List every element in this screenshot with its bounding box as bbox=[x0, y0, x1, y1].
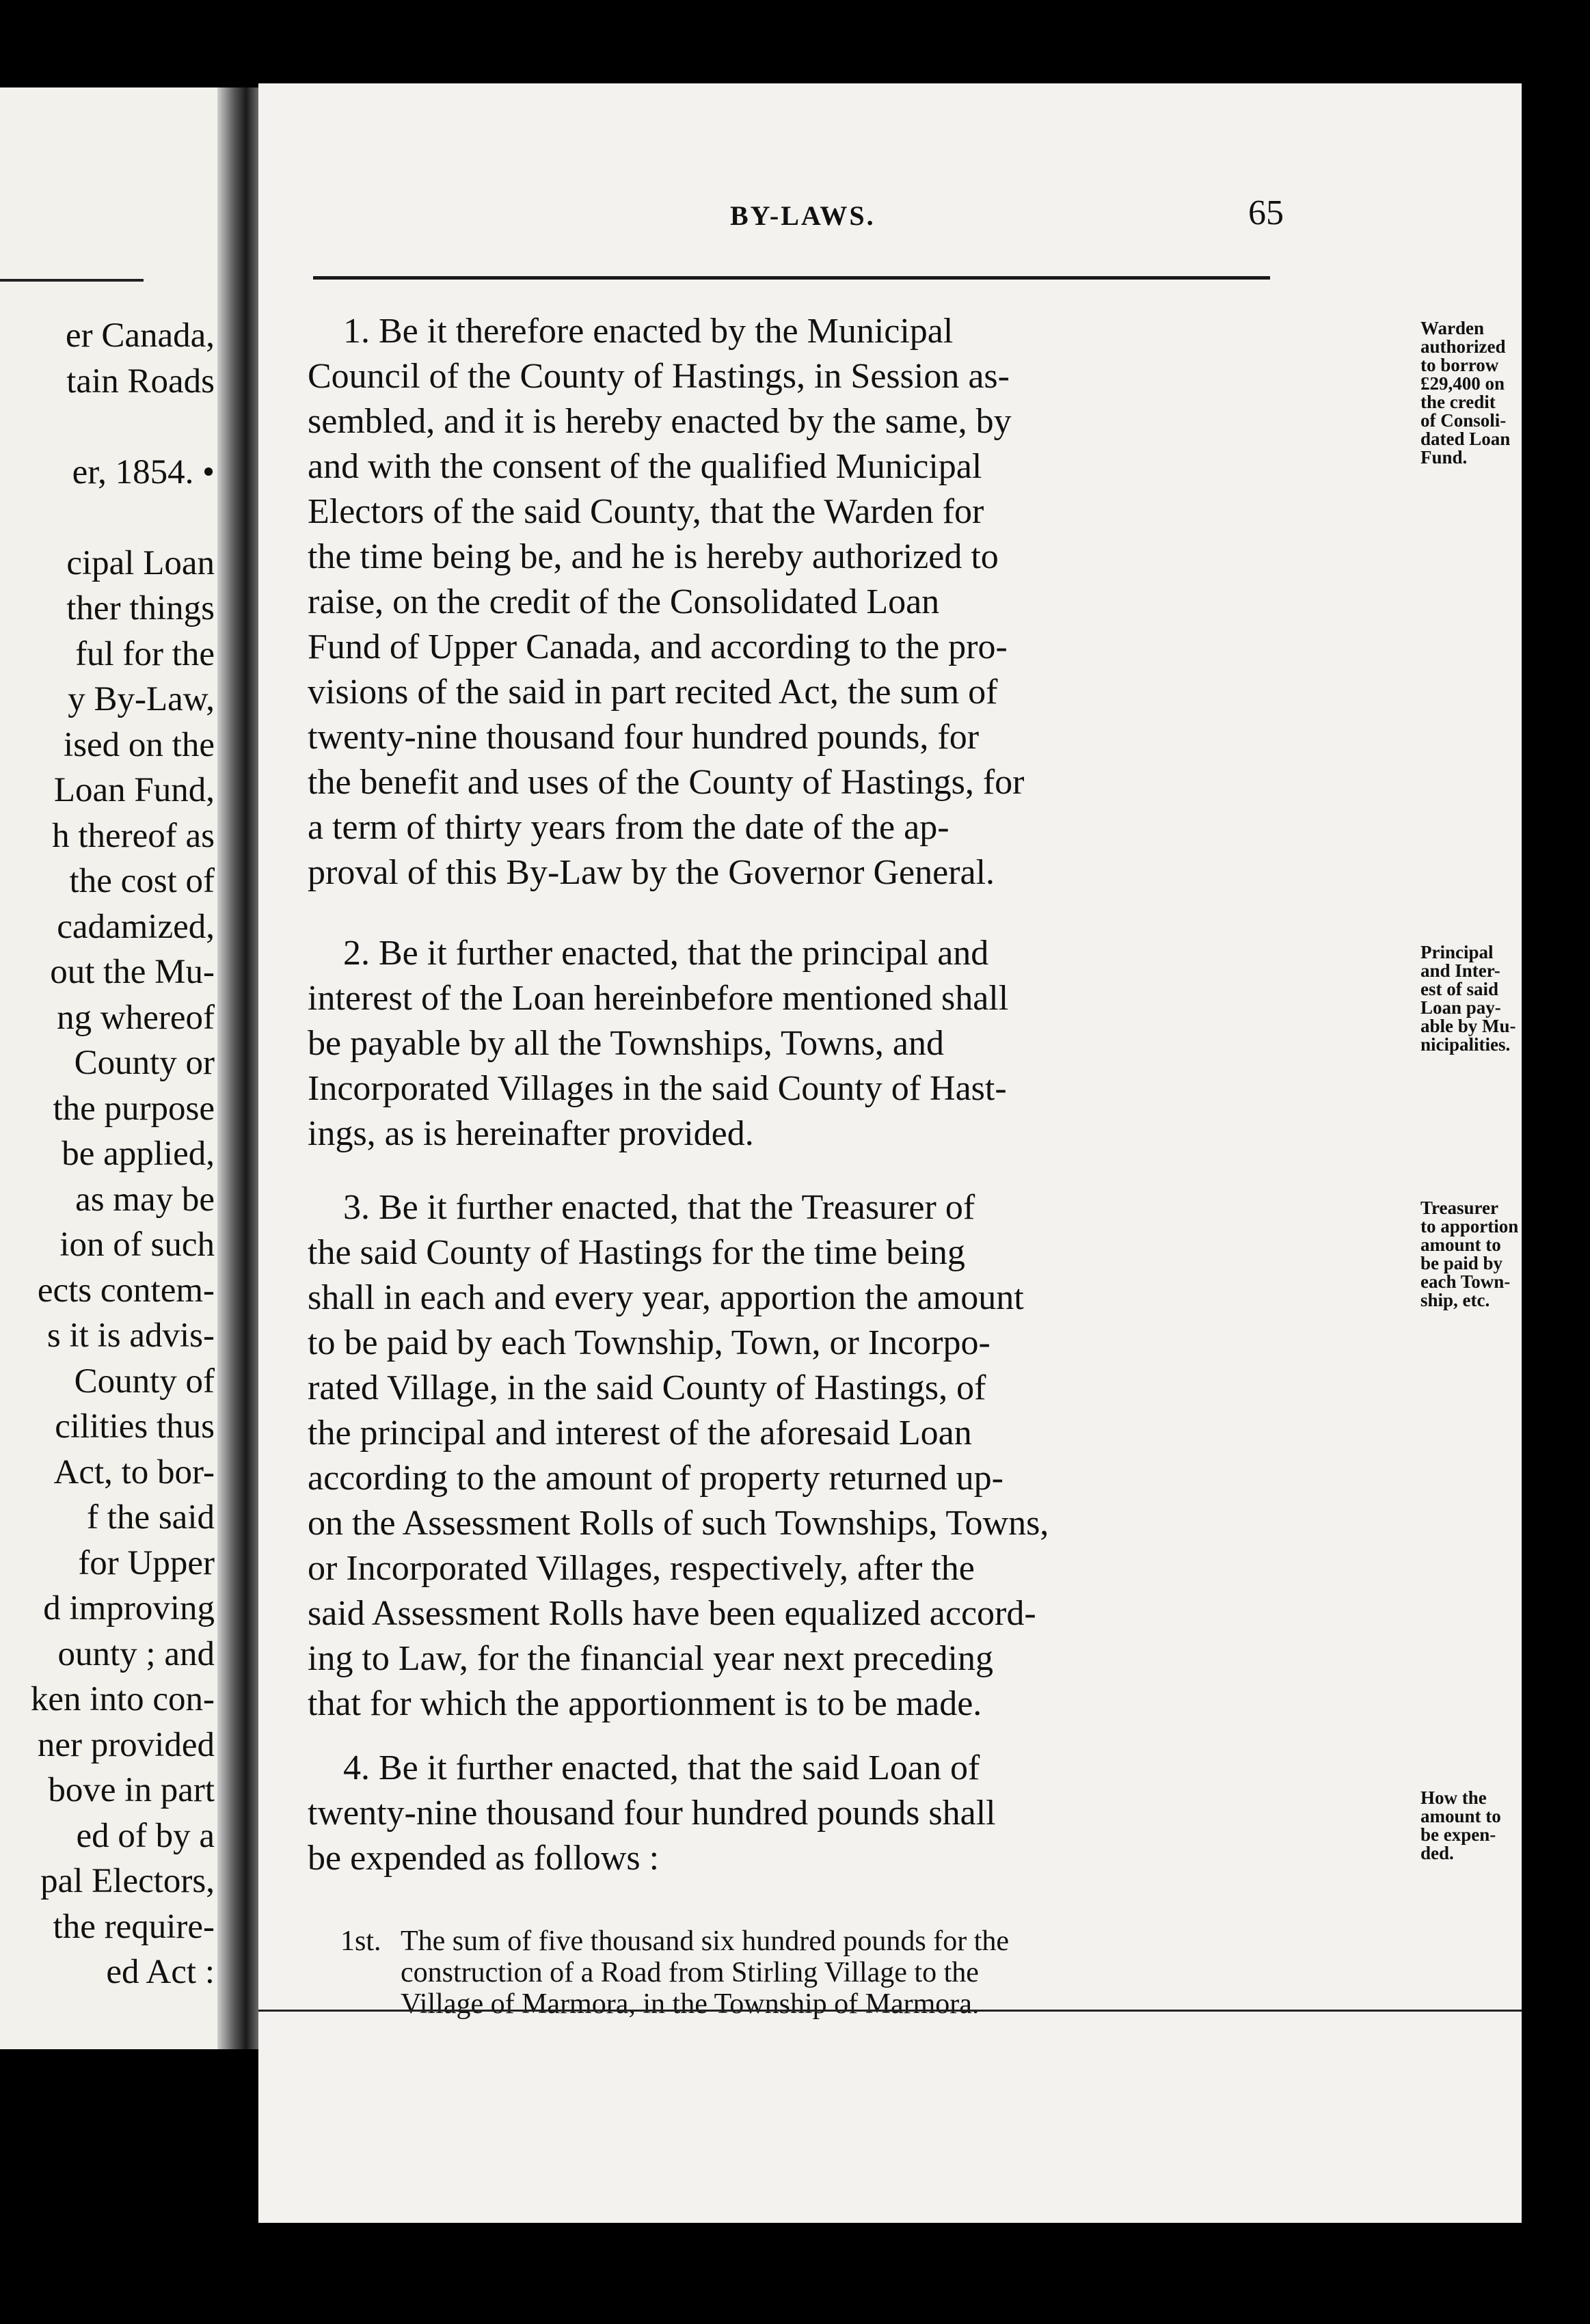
bottom-rule bbox=[258, 2010, 1522, 2012]
left-page-line: the purpose bbox=[53, 1089, 215, 1128]
text-line bbox=[308, 976, 1415, 1021]
text-line-content: on the Assessment Rolls of such Townships, Towns, bbox=[308, 1504, 1049, 1543]
margin-note-2 bbox=[1420, 943, 1522, 1054]
left-page-line: y By-Law, bbox=[68, 680, 215, 718]
left-page-line: out the Mu- bbox=[50, 953, 215, 991]
left-page-line: er, 1854. • bbox=[72, 452, 215, 491]
text-line-content: interest of the Loan hereinbefore mentioned shall bbox=[308, 979, 1009, 1018]
text-line-content: said Assessment Rolls have been equalized accord- bbox=[308, 1594, 1036, 1633]
text-line bbox=[308, 625, 1415, 670]
margin-note-line: ship, etc. bbox=[1420, 1290, 1490, 1310]
margin-note-line: est of said bbox=[1420, 979, 1498, 999]
left-page-line: as may be bbox=[75, 1180, 215, 1219]
left-page-line: ner provided bbox=[37, 1725, 215, 1764]
left-page-line: ised on the bbox=[64, 725, 215, 764]
header-rule bbox=[313, 276, 1270, 280]
left-page-line: ng whereof bbox=[57, 998, 215, 1037]
text-line bbox=[308, 670, 1415, 715]
left-page-line: cadamized, bbox=[57, 907, 215, 946]
left-page-line: f the said bbox=[87, 1498, 215, 1537]
text-line-content: the benefit and uses of the County of Hastings, for bbox=[308, 763, 1025, 802]
text-line bbox=[308, 931, 1415, 976]
text-line bbox=[308, 1591, 1415, 1636]
text-line-content: 1. Be it therefore enacted by the Municipal bbox=[343, 312, 954, 351]
text-line bbox=[308, 1746, 1415, 1791]
section-2 bbox=[308, 931, 1415, 1157]
left-page-line: ful for the bbox=[75, 634, 215, 673]
text-line bbox=[308, 850, 1415, 895]
text-line bbox=[308, 535, 1415, 580]
text-line bbox=[308, 580, 1415, 625]
margin-note-line: to borrow bbox=[1420, 355, 1499, 375]
text-line-content: be expended as follows : bbox=[308, 1839, 660, 1878]
text-line bbox=[308, 1636, 1415, 1681]
text-line-content: sembled, and it is hereby enacted by the same, by bbox=[308, 402, 1012, 441]
text-line-content: ing to Law, for the financial year next preceding bbox=[308, 1639, 993, 1678]
left-page-line: the require- bbox=[53, 1907, 215, 1946]
left-page-line: County or bbox=[74, 1044, 215, 1082]
left-page-line: ounty ; and bbox=[57, 1634, 215, 1673]
text-line bbox=[308, 1066, 1415, 1111]
left-page-line: ion of such bbox=[59, 1226, 215, 1264]
section-1 bbox=[308, 309, 1415, 895]
text-line-content: the time being be, and he is hereby authorized to bbox=[308, 537, 999, 576]
margin-note-line: Treasurer bbox=[1420, 1198, 1498, 1218]
margin-note-line: dated Loan bbox=[1420, 429, 1511, 449]
text-line-content: twenty-nine thousand four hundred pounds shall bbox=[308, 1794, 996, 1833]
section-3 bbox=[308, 1185, 1415, 1727]
margin-note-line: amount to bbox=[1420, 1806, 1501, 1826]
left-page-line: bove in part bbox=[48, 1771, 215, 1809]
text-line-content: 4. Be it further enacted, that the said Loan of bbox=[343, 1748, 980, 1787]
text-line bbox=[308, 760, 1415, 805]
text-line bbox=[308, 1546, 1415, 1591]
margin-note-line: Loan pay- bbox=[1420, 997, 1501, 1018]
text-line-content: the said County of Hastings for the time being bbox=[308, 1233, 965, 1272]
left-page-line: Loan Fund, bbox=[53, 771, 215, 809]
margin-note-line: and Inter- bbox=[1420, 960, 1500, 981]
margin-note-line: able by Mu- bbox=[1420, 1016, 1516, 1036]
right-page bbox=[258, 83, 1522, 2223]
text-line bbox=[308, 1456, 1415, 1501]
left-page-line: be applied, bbox=[62, 1135, 215, 1173]
text-line-content: 3. Be it further enacted, that the Treasurer of bbox=[343, 1188, 975, 1227]
left-page-line: ther things bbox=[66, 589, 215, 627]
text-line bbox=[308, 715, 1415, 760]
item-line bbox=[401, 1926, 1414, 1957]
margin-note-line: £29,400 on bbox=[1420, 373, 1505, 394]
left-page-rule bbox=[0, 279, 144, 282]
left-page-line: ed of by a bbox=[76, 1816, 215, 1855]
margin-note-line: Fund. bbox=[1420, 447, 1468, 468]
margin-note-line: of Consoli- bbox=[1420, 410, 1507, 431]
text-line bbox=[308, 1111, 1415, 1157]
text-line-content: Electors of the said County, that the Warden for bbox=[308, 492, 984, 531]
item-line-content: construction of a Road from Stirling Village to the bbox=[401, 1957, 979, 1988]
page-number: 65 bbox=[1248, 193, 1284, 232]
margin-note-1 bbox=[1420, 319, 1522, 467]
margin-note-line: amount to bbox=[1420, 1234, 1501, 1255]
text-line-content: and with the consent of the qualified Municipal bbox=[308, 447, 982, 486]
margin-note-line: authorized bbox=[1420, 336, 1506, 357]
left-page-line: pal Electors, bbox=[40, 1862, 215, 1900]
text-line-content: Incorporated Villages in the said County of Hast- bbox=[308, 1069, 1007, 1108]
text-line bbox=[308, 1275, 1415, 1321]
left-page-line: ken into con- bbox=[30, 1680, 215, 1718]
text-line-content: or Incorporated Villages, respectively, after the bbox=[308, 1549, 975, 1588]
text-line bbox=[308, 444, 1415, 489]
left-page-text bbox=[31, 313, 215, 1995]
text-line bbox=[308, 1411, 1415, 1456]
text-line bbox=[308, 1501, 1415, 1546]
text-line bbox=[308, 399, 1415, 444]
left-page-line: h thereof as bbox=[52, 816, 215, 855]
left-page-line: ed Act : bbox=[106, 1953, 215, 1991]
left-page-line: s it is advis- bbox=[46, 1316, 215, 1355]
margin-note-line: the credit bbox=[1420, 392, 1496, 412]
left-page-line: tain Roads bbox=[66, 362, 215, 401]
text-line bbox=[308, 1185, 1415, 1230]
text-line bbox=[308, 1321, 1415, 1366]
margin-note-line: be expen- bbox=[1420, 1824, 1496, 1845]
book-gutter bbox=[217, 87, 258, 2049]
left-page-line: for Upper bbox=[78, 1543, 215, 1582]
left-page-line bbox=[31, 495, 215, 541]
item-label: 1st. bbox=[340, 1926, 381, 1957]
text-line-content: rated Village, in the said County of Hastings, of bbox=[308, 1368, 986, 1407]
text-line-content: visions of the said in part recited Act, the sum of bbox=[308, 673, 998, 712]
text-line bbox=[308, 1791, 1415, 1836]
margin-note-line: each Town- bbox=[1420, 1271, 1511, 1292]
expenditure-item-1 bbox=[340, 1926, 1414, 2020]
text-line bbox=[308, 1230, 1415, 1275]
text-line bbox=[308, 354, 1415, 399]
margin-note-3 bbox=[1420, 1199, 1522, 1310]
text-line-content: Fund of Upper Canada, and according to the pro- bbox=[308, 627, 1008, 666]
text-line-content: 2. Be it further enacted, that the principal and bbox=[343, 934, 989, 973]
left-page-line: er Canada, bbox=[65, 316, 215, 355]
text-line bbox=[308, 1366, 1415, 1411]
text-line-content: raise, on the credit of the Consolidated Loan bbox=[308, 582, 940, 621]
section-4 bbox=[308, 1746, 1415, 1881]
text-line-content: the principal and interest of the aforesaid Loan bbox=[308, 1414, 972, 1452]
left-page-line: County of bbox=[74, 1362, 215, 1401]
text-line-content: according to the amount of property returned up- bbox=[308, 1459, 1003, 1498]
left-page-line: the cost of bbox=[69, 862, 215, 900]
left-page-line bbox=[31, 404, 215, 450]
text-line bbox=[308, 309, 1415, 354]
text-line-content: shall in each and every year, apportion the amount bbox=[308, 1278, 1024, 1317]
text-line bbox=[308, 1021, 1415, 1066]
margin-note-line: Warden bbox=[1420, 318, 1485, 338]
item-line-content: The sum of five thousand six hundred pounds for the bbox=[401, 1926, 1010, 1957]
running-head bbox=[258, 193, 1522, 247]
left-page-line: Act, to bor- bbox=[53, 1452, 215, 1491]
margin-note-line: Principal bbox=[1420, 942, 1494, 962]
margin-note-line: ded. bbox=[1420, 1843, 1454, 1863]
text-line-content: be payable by all the Townships, Towns, and bbox=[308, 1024, 944, 1063]
text-line-content: to be paid by each Township, Town, or Incorpo- bbox=[308, 1323, 991, 1362]
margin-note-line: to apportion bbox=[1420, 1216, 1519, 1237]
text-line-content: proval of this By-Law by the Governor General. bbox=[308, 853, 995, 892]
text-line-content: that for which the apportionment is to be made. bbox=[308, 1684, 982, 1723]
margin-note-line: nicipalities. bbox=[1420, 1034, 1511, 1055]
item-line bbox=[401, 1957, 1414, 1988]
text-line bbox=[308, 489, 1415, 535]
text-line-content: ings, as is hereinafter provided. bbox=[308, 1114, 754, 1153]
text-line bbox=[308, 1836, 1415, 1881]
margin-note-4 bbox=[1420, 1789, 1522, 1863]
margin-note-line: be paid by bbox=[1420, 1253, 1503, 1273]
left-page-line: cilities thus bbox=[55, 1407, 215, 1446]
left-page-line: cipal Loan bbox=[66, 543, 215, 582]
text-line bbox=[308, 1681, 1415, 1727]
item-line-content: Village of Marmora, in the Township of Marmora. bbox=[401, 1988, 980, 2020]
left-page bbox=[0, 87, 227, 2049]
text-line bbox=[308, 805, 1415, 850]
margin-note-line: How the bbox=[1420, 1787, 1487, 1808]
text-line-content: Council of the County of Hastings, in Session as- bbox=[308, 357, 1010, 396]
text-line-content: a term of thirty years from the date of the ap- bbox=[308, 808, 949, 847]
item-line bbox=[401, 1988, 1414, 2020]
text-line-content: twenty-nine thousand four hundred pounds, for bbox=[308, 718, 980, 757]
left-page-line: ects contem- bbox=[37, 1271, 215, 1310]
left-page-line: d improving bbox=[43, 1589, 215, 1627]
running-head-title: BY-LAWS. bbox=[730, 200, 876, 231]
